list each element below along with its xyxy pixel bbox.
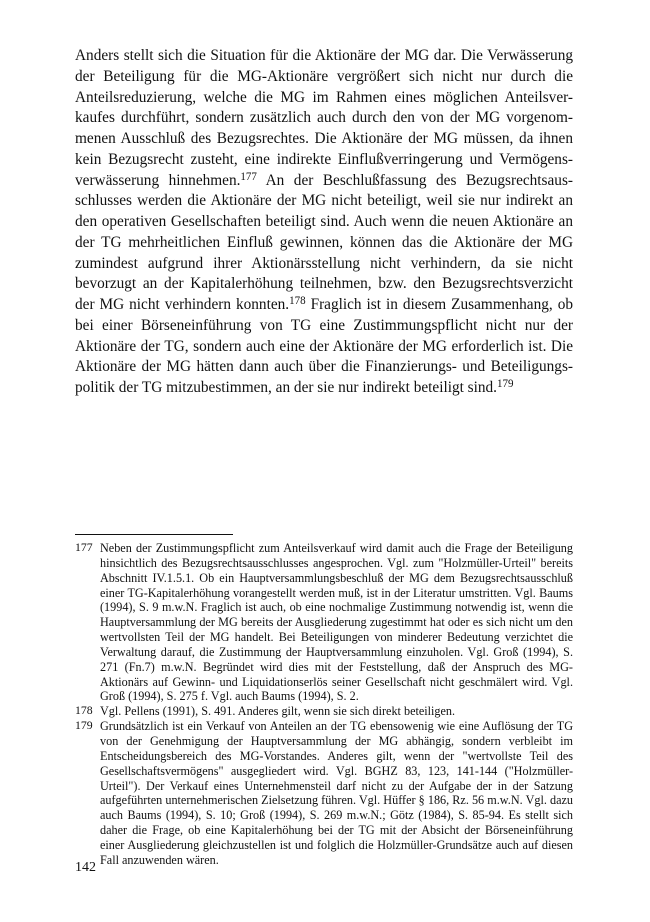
footnote-178 — [75, 704, 573, 719]
footnote-ref-177: 177 — [240, 170, 257, 183]
body-segment-2: An der Beschlußfassung des Bezugsrechtsaus-schlusses werden die Aktionäre der MG nicht beteiligt, weil sie nur indirekt an den operativen Gesellschaften beteiligt sind. Auch wenn die neuen Aktionäre an der TG mehrheitlichen Einfluß gewinnen, können das die Aktionäre der MG zumindest aufgrund ihrer Aktionärsstellung nicht verhindern, da sie nicht bevorzugt an der Kapitalerhöhung teilnehmen, bzw. den Bezugsrechtsverzicht der MG nicht verhindern konnten. — [75, 171, 573, 313]
footnotes-section — [75, 534, 573, 868]
footnote-text: Grundsätzlich ist ein Verkauf von Anteilen an der TG ebensowenig wie eine Auflösung der TG von der Genehmigung der Hauptversammlung der MG abhängig, sondern verbleibt im Entscheidungsbereich des MG-Vorstandes. Anderes gilt, wenn der "wertvollste Teil des Gesellschaftsvermögens" ausgegliedert wird. Vgl. BGHZ 83, 123, 141-144 ("Holzmüller-Urteil"). Der Verkauf eines Unternehmensteil darf nicht zu der Aufgabe der in der Satzung aufgeführten unternehmerischen Zielsetzung führen. Vgl. Hüffer § 186, Rz. 56 m.w.N. Vgl. dazu auch Baums (1994), S. 10; Groß (1994), S. 269 m.w.N.; Götz (1984), S. 85-94. Es stellt sich daher die Frage, ob eine Kapitalerhöhung bei der TG mit der Absicht der Börseneinführung einer Ausgliederung gleichzustellen ist und folglich die Holzmüller-Grundsätze auch auf diesen Fall anzuwenden wären. — [100, 719, 573, 867]
body-segment-1: Anders stellt sich die Situation für die Aktionäre der MG dar. Die Verwässerung der Beteiligung für die MG-Aktionäre vergrößert sich nicht nur durch die Anteilsreduzierung, welche die MG im Rahmen eines möglichen Anteilsver-kaufes durchführt, sondern zusätzlich auch durch den von der MG vorgenom-menen Ausschluß des Bezugsrechtes. Die Aktionäre der MG müssen, da ihnen kein Bezugsrecht zusteht, eine indirekte Einflußverringerung und Vermögens-verwässerung hinnehmen. — [75, 47, 573, 189]
footnote-177 — [75, 541, 573, 704]
footnote-ref-179: 179 — [497, 378, 514, 391]
footnote-separator — [75, 534, 233, 535]
footnote-text: Vgl. Pellens (1991), S. 491. Anderes gilt, wenn sie sich direkt beteiligen. — [100, 704, 456, 719]
footnote-ref-178: 178 — [289, 295, 306, 308]
body-segment-3: Fraglich ist in diesem Zusammenhang, ob bei einer Börseneinführung von TG eine Zustimmungspflicht nicht nur der Aktionäre der TG, sondern auch eine der Aktionäre der MG erforderlich ist. Die Aktionäre der MG hätten dann auch über die Finanzierungs- und Beteiligungs-politik der TG mitzubestimmen, an der sie nur indirekt beteiligt sind. — [75, 296, 573, 396]
page-number: 142 — [75, 860, 96, 875]
main-text — [75, 46, 573, 399]
footnote-number: 177 — [75, 540, 93, 554]
footnote-text: Neben der Zustimmungspflicht zum Anteilsverkauf wird damit auch die Frage der Beteiligung hinsichtlich des Bezugsrechtsausschlusses angesprochen. Vgl. zum "Holzmüller-Urteil" bereits Abschnitt IV.1.5.1. Ob ein Hauptversammlungsbeschluß der MG dem Bezugsrechtsausschluß einer TG-Kapitalerhöhung vorangestellt werden muß, ist in der Literatur umstritten. Vgl. Baums (1994), S. 9 m.w.N. Fraglich ist auch, ob eine nochmalige Zustimmung notwendig ist, wenn die Hauptversammlung der MG bereits der Ausgliederung zugestimmt hat oder es sich nicht um den wertvollsten Teil der MG handelt. Bei Beteiligungen von minderer Bedeutung verzichtet die Verwaltung darauf, die Zustimmung der Hauptversammlung einzuholen. Vgl. Groß (1994), S. 271 (Fn.7) m.w.N. Begründet wird dies mit der Feststellung, daß der Anspruch des MG-Aktionärs auf Gewinn- und Liquidationserlös seiner Gesellschaft nicht geschmälert wird. Vgl. Groß (1994), S. 275 f. Vgl. auch Baums (1994), S. 2. — [100, 541, 573, 704]
footnote-179 — [75, 719, 573, 867]
footnote-number: 178 — [75, 703, 93, 718]
footnote-number: 179 — [75, 718, 93, 733]
body-paragraph — [75, 46, 573, 399]
